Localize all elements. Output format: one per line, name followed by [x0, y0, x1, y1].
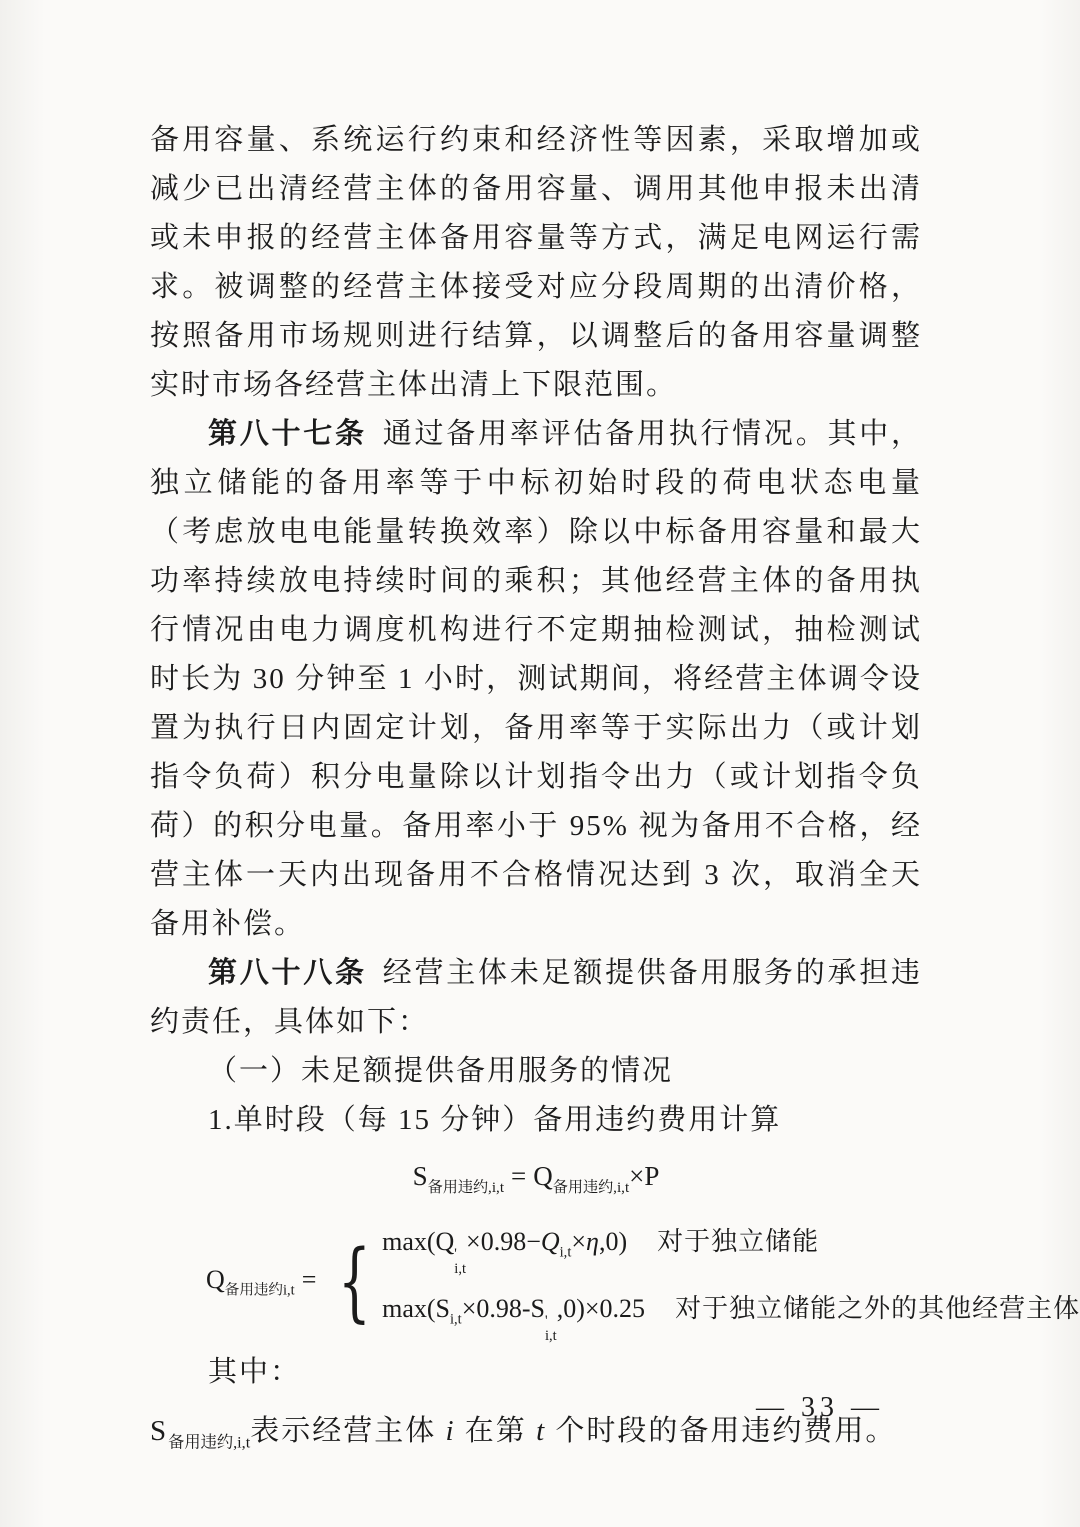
paragraph-article-88 — [150, 949, 922, 1047]
formula1-times-p: ×P — [629, 1161, 660, 1191]
symbol-def-text-3: 个时段的备用违约费用。 — [546, 1415, 897, 1448]
case2-s-prime-subscript — [545, 1314, 557, 1344]
paragraph-step-1: 1.单时段（每 15 分钟）备用违约费用计算 — [208, 1104, 782, 1136]
case1-sub-it: i,t — [454, 1260, 467, 1277]
case1-max-open: max(Q — [382, 1226, 455, 1256]
formula2-equals: = — [301, 1265, 317, 1295]
formula1-rhs-subscript: 备用违约,i,t — [552, 1179, 630, 1196]
paragraph-continuation: 备用容量、系统运行约束和经济性等因素，采取增加或减少已出清经营主体的备用容量、调用其他申报未出清或未申报的经营主体备用容量等方式，满足电网运行需求。被调整的经营主体接受对应分段周期的出清价格，按照备用市场规则进行结算，以调整后的备用容量调整实时市场各经营主体出清上下限范围。 — [150, 124, 922, 401]
formula1-equals: = — [511, 1161, 527, 1191]
symbol-s-subscript: 备用违约,i,t — [168, 1433, 251, 1452]
symbol-def-text-2: 在第 — [455, 1415, 537, 1448]
formula-penalty-quantity — [206, 1221, 1080, 1345]
article-87-number: 第八十七条 — [208, 418, 367, 450]
case1-condition-label: 对于独立储能 — [657, 1226, 820, 1256]
formula-case-other — [382, 1288, 1080, 1344]
case1-q-italic: Q — [540, 1226, 560, 1256]
case1-q-prime-subscript — [454, 1247, 466, 1277]
formula2-lhs-base: Q — [206, 1265, 225, 1295]
symbol-def-text-1: 表示经营主体 — [250, 1415, 446, 1448]
formula1-rhs-base: Q — [533, 1161, 553, 1191]
formula1-lhs-subscript: 备用违约,i,t — [427, 1179, 505, 1196]
case1-eta: η — [586, 1226, 599, 1256]
formula2-cases — [382, 1221, 1080, 1344]
case2-prime: ' — [545, 1313, 548, 1330]
article-88-text: 经营主体未足额提供备用服务的承担违约责任，具体如下： — [150, 957, 922, 1038]
formula1-lhs-base: S — [412, 1161, 428, 1191]
case1-prime: ' — [454, 1245, 457, 1262]
symbol-i: i — [445, 1415, 456, 1448]
case2-expression — [382, 1294, 645, 1344]
case2-sub-it: i,t — [545, 1328, 557, 1345]
symbol-s-base: S — [150, 1415, 169, 1448]
case1-times: × — [571, 1226, 587, 1256]
formula2-lhs-subscript: 备用违约i,t — [224, 1282, 295, 1299]
case2-max-open: max(S — [382, 1294, 450, 1324]
left-brace: { — [338, 1231, 372, 1332]
case2-s-subscript: i,t — [449, 1312, 462, 1329]
page-number: — 33 — — [756, 1392, 884, 1423]
case1-mid: ×0.98− — [466, 1226, 541, 1256]
paragraph-item-one: （一）未足额提供备用服务的情况 — [208, 1055, 674, 1087]
case2-close: ,0)×0.25 — [556, 1294, 646, 1324]
paragraph-article-87 — [150, 410, 922, 949]
paragraph-among: 其中： — [208, 1356, 302, 1389]
case1-q-subscript: i,t — [559, 1244, 572, 1261]
case1-close: ,0) — [598, 1226, 628, 1256]
article-87-text: 通过备用率评估备用执行情况。其中，独立储能的备用率等于中标初始时段的荷电状态电量（考虑放电电能量转换效率）除以中标备用容量和最大功率持续放电持续时间的乘积；其他经营主体的备用执行情况由电力调度机构进行不定期抽检测试，抽检测试时长为 30 分钟至 1 小时，测试期间，将经营主体调令设置为执行日内固定计划，备用率等于实际出力（或计划指令负荷）积分电量除以计划指令出力（或计划指令负荷）的积分电量。备用率小于 95% 视为备用不合格，经营主体一天内出现备用不合格情况达到 3 次，取消全天备用补偿。 — [150, 418, 922, 940]
case2-condition-label: 对于独立储能之外的其他经营主体 — [675, 1294, 1080, 1324]
formula-penalty-fee — [150, 1153, 922, 1211]
formula2-lhs — [206, 1265, 323, 1300]
symbol-t: t — [536, 1415, 547, 1448]
formula-case-storage — [382, 1221, 1080, 1277]
case1-expression — [382, 1227, 627, 1277]
case2-mid: ×0.98-S — [461, 1294, 545, 1324]
article-88-number: 第八十八条 — [208, 957, 367, 989]
